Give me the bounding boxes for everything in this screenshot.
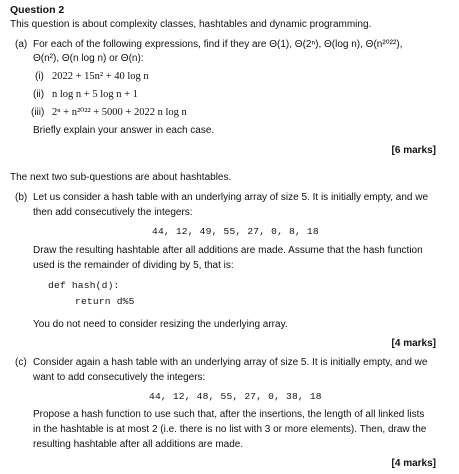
question-intro: This question is about complexity classes, hashtables and dynamic programming. — [10, 19, 372, 30]
part-b-no-resize: You do not need to consider resizing the underlying array. — [33, 319, 288, 330]
part-a-item-2-expr: n log n + 5 log n + 1 — [52, 89, 138, 100]
part-b-marks: [4 marks] — [391, 338, 436, 349]
part-b-draw-line2: used is the remainder of dividing by 5, that is: — [33, 260, 234, 271]
question-title: Question 2 — [10, 4, 65, 16]
part-c-propose-line2: in the hashtable is at most 2 (i.e. there is no list with 3 or more elements). Then, draw the — [33, 424, 427, 435]
part-a-explain: Briefly explain your answer in each case. — [33, 125, 215, 136]
part-a-item-3-expr: 2ⁿ + n²⁰²² + 5000 + 2022 n log n — [52, 107, 187, 118]
part-c-integers: 44, 12, 48, 55, 27, 0, 38, 18 — [149, 391, 322, 402]
part-a-text-line2: Θ(n²), Θ(n log n) or Θ(n): — [33, 53, 144, 64]
part-a-item-1-expr: 2022 + 15n² + 40 log n — [52, 71, 149, 82]
part-b-code-line1: def hash(d): — [48, 280, 120, 291]
part-c-marks: [4 marks] — [391, 458, 436, 469]
hashtables-intro: The next two sub-questions are about hashtables. — [10, 172, 232, 183]
part-b-code-line2: return d%5 — [75, 296, 135, 307]
part-c-text-line2: want to add consecutively the integers: — [33, 372, 206, 383]
part-b-text-line1: Let us consider a hash table with an underlying array of size 5. It is initially empty, and we — [33, 192, 429, 203]
part-b-integers: 44, 12, 49, 55, 27, 0, 8, 18 — [152, 226, 319, 237]
part-c-label: (c) — [15, 357, 27, 368]
part-b-text-line2: then add consecutively the integers: — [33, 207, 193, 218]
part-a-marks: [6 marks] — [391, 145, 436, 156]
part-c-propose-line3: resulting hashtable after all additions are made. — [33, 439, 244, 450]
part-a-item-1-label: (i) — [35, 71, 44, 82]
part-c-propose-line1: Propose a hash function to use such that, after the insertions, the length of all linked lists — [33, 409, 425, 420]
part-c-text-line1: Consider again a hash table with an underlying array of size 5. It is initially empty, and we — [33, 357, 428, 368]
part-a-label: (a) — [15, 39, 28, 50]
part-a-item-3-label: (iii) — [31, 107, 45, 118]
part-a-text-line1: For each of the following expressions, find if they are Θ(1), Θ(2ⁿ), Θ(log n), Θ(n²⁰²²), — [33, 39, 403, 50]
part-b-label: (b) — [15, 192, 28, 203]
part-a-item-2-label: (ii) — [33, 89, 45, 100]
part-b-draw-line1: Draw the resulting hashtable after all additions are made. Assume that the hash function — [33, 245, 423, 256]
